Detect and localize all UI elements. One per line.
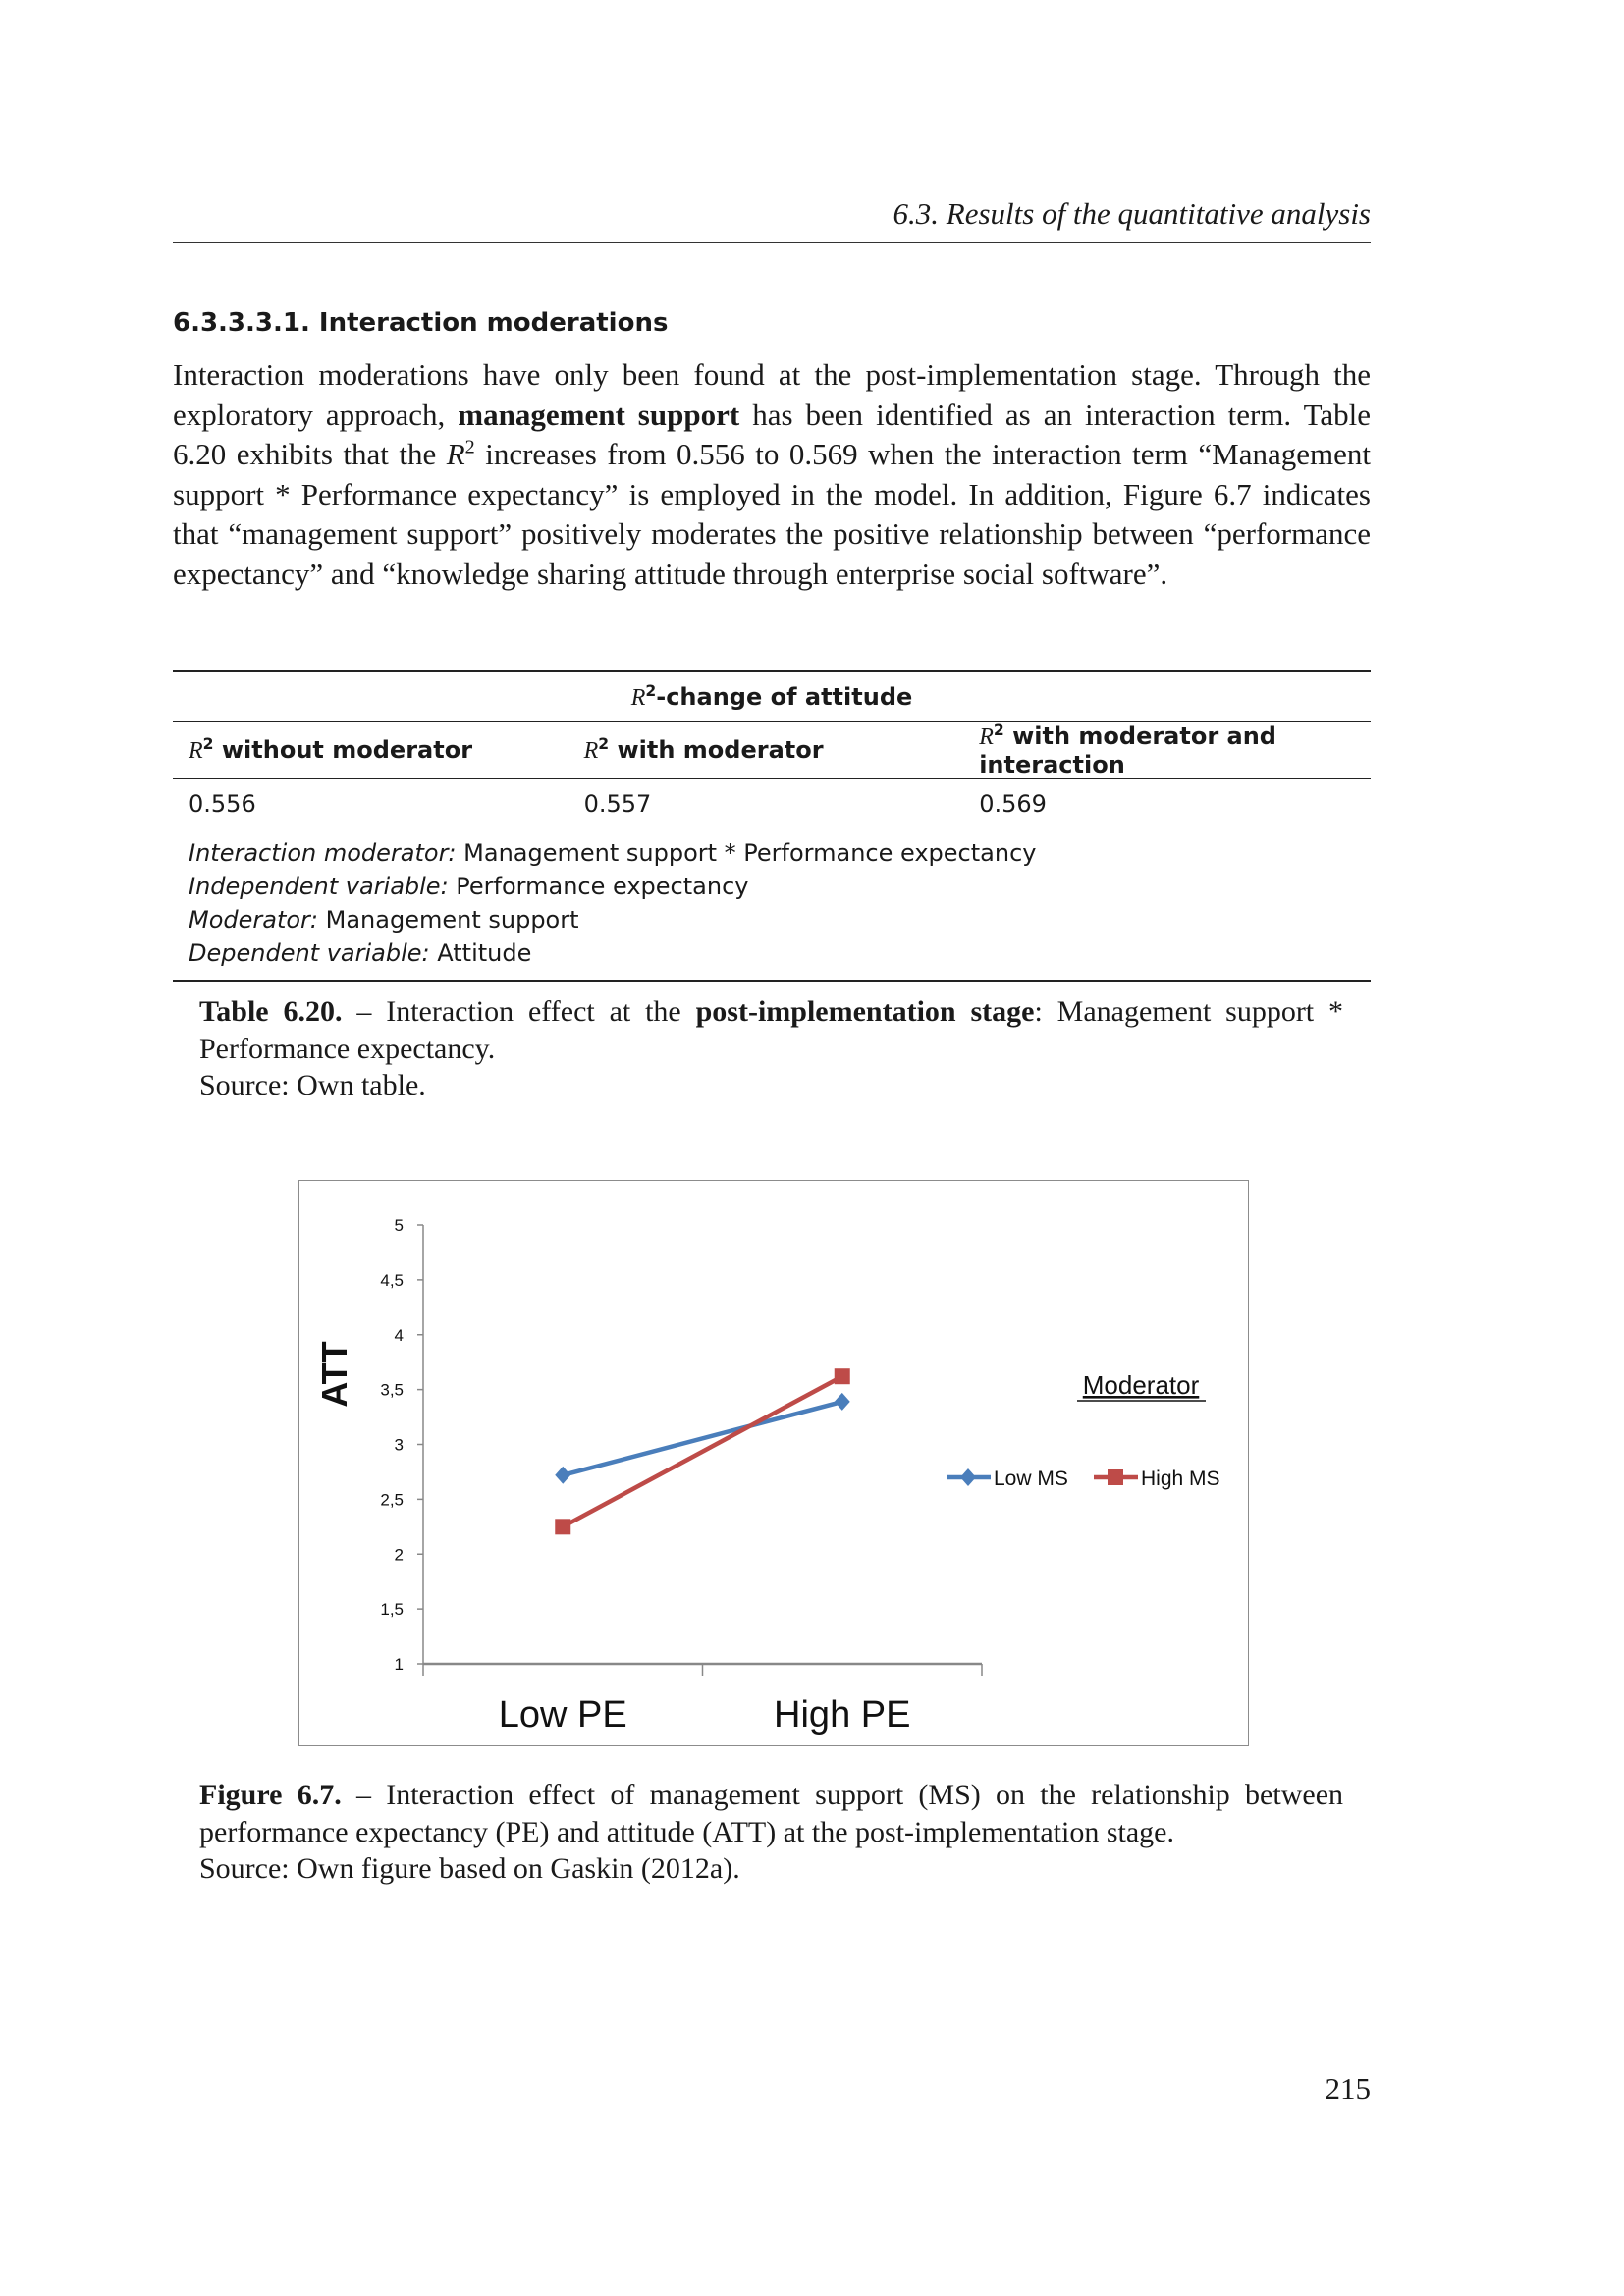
text: Interaction moderations have only been found at the post-implementation stage. Through the exploratory approach, <box>173 357 1371 432</box>
y-tick-label: 1,5 <box>380 1600 404 1620</box>
note-line: Dependent variable: Attitude <box>189 939 532 967</box>
square-marker <box>835 1368 850 1384</box>
superscript: 2 <box>464 436 475 458</box>
results-table <box>173 670 1371 982</box>
y-tick-label: 2 <box>394 1545 404 1565</box>
r-symbol: R <box>446 437 465 471</box>
text: increases from 0.556 to 0.569 when the interaction term “Management support * Performance expectancy” is employed in the model. In addition, Figure 6.7 indicates that “management support” positively moderates the positive relationship between “performance expectancy” and “knowledge sharing attitude through enterprise social software”. <box>173 437 1371 591</box>
diamond-marker <box>835 1393 850 1411</box>
page-number: 215 <box>1325 2071 1371 2106</box>
diamond-marker <box>960 1468 976 1486</box>
column-header: $R^2$ without moderator <box>173 722 568 779</box>
figure-source: Source: Own figure based on Gaskin (2012a). <box>199 1852 740 1885</box>
y-axis-label: ATT <box>314 1341 354 1408</box>
table-title: $R^2$-change of attitude <box>173 671 1371 722</box>
running-head: 6.3. Results of the quantitative analysis <box>893 196 1371 231</box>
y-tick-label: 1 <box>394 1655 404 1674</box>
legend-title: Moderator <box>1082 1370 1200 1400</box>
legend-label: Low MS <box>994 1468 1068 1490</box>
header-rule <box>173 242 1371 243</box>
table-caption: Table 6.20. – Interaction effect at the post-implementation stage: Management support * Performance expectancy. Source: Own table. <box>199 995 1344 1101</box>
y-tick-label: 3,5 <box>380 1380 404 1400</box>
bold-term: management support <box>458 397 740 432</box>
y-tick-label: 4,5 <box>380 1270 404 1290</box>
chart-svg <box>299 1181 1250 1747</box>
x-tick-label: Low PE <box>498 1694 627 1735</box>
y-tick-label: 2,5 <box>380 1490 404 1510</box>
series-line-low-ms <box>563 1402 842 1475</box>
table-cell: 0.556 <box>173 779 568 828</box>
column-header: $R^2$ with moderator <box>568 722 964 779</box>
x-tick-label: High PE <box>774 1694 911 1735</box>
table-row <box>173 779 1371 828</box>
y-tick-label: 5 <box>394 1216 404 1235</box>
interaction-chart <box>298 1180 1249 1746</box>
diamond-marker <box>555 1467 570 1484</box>
figure-caption: Figure 6.7. – Interaction effect of management support (MS) on the relationship between performance expectancy (PE) and attitude (ATT) at the post-implementation stage. Source: Own figure based on Gaskin (2012a). <box>199 1779 1344 1885</box>
table-cell: 0.569 <box>963 779 1371 828</box>
table-cell: 0.557 <box>568 779 964 828</box>
note-line: Moderator: Management support <box>189 906 579 934</box>
note-line: Interaction moderator: Management support * Performance expectancy <box>189 839 1037 867</box>
column-header: $R^2$ with moderator and interaction <box>963 722 1371 779</box>
y-tick-label: 4 <box>394 1325 404 1345</box>
note-line: Independent variable: Performance expectancy <box>189 873 749 900</box>
table-notes <box>173 828 1371 982</box>
table-source: Source: Own table. <box>199 1069 426 1101</box>
legend-label: High MS <box>1141 1468 1220 1490</box>
section-heading: 6.3.3.3.1. Interaction moderations <box>173 308 669 338</box>
body-paragraph <box>173 355 1371 594</box>
series-line-high-ms <box>563 1376 842 1526</box>
square-marker <box>555 1519 570 1534</box>
y-tick-label: 3 <box>394 1435 404 1455</box>
square-marker <box>1108 1469 1123 1485</box>
text: has been identified as an interaction term. Table 6.20 exhibits that the <box>173 397 1372 471</box>
